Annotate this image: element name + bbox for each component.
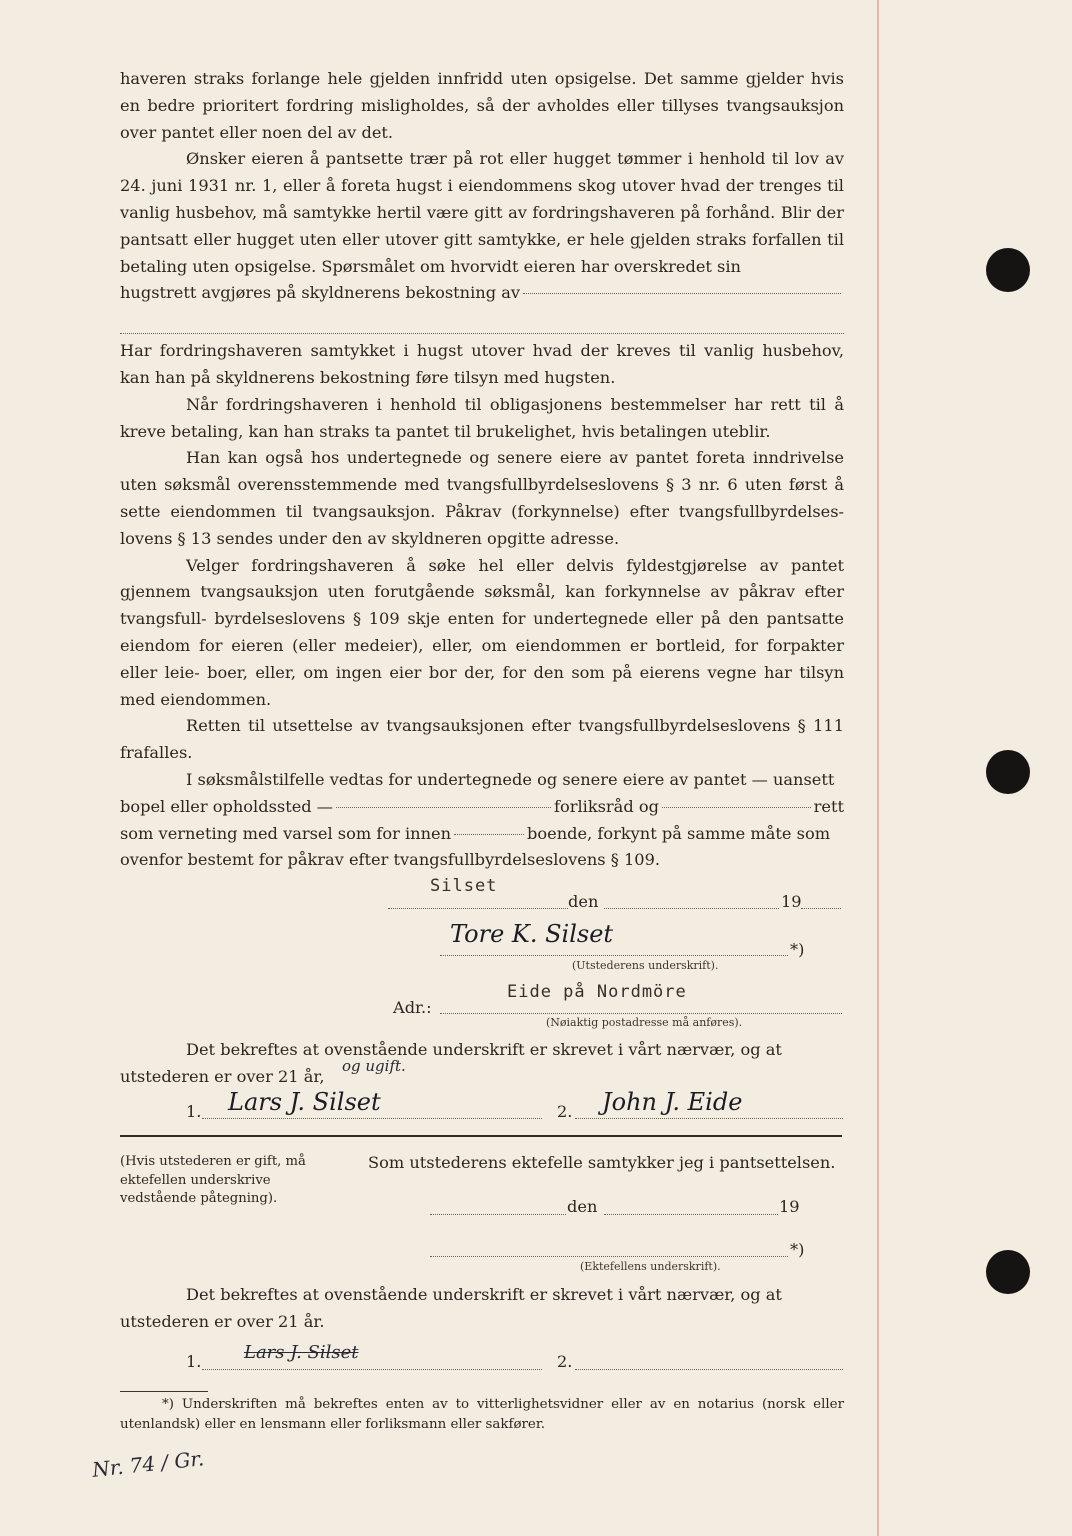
punch-hole bbox=[986, 1250, 1030, 1294]
paragraph-timber-clause: Ønsker eieren å pantsette trær på rot eller hugget tømmer i henhold til lov av 24. juni 1931 nr. 1, eller å foreta hugst i eiendommens skog utover hvad der trenges til vanlig husbehov, må samtykke hertil være gitt av fordringshaveren på forhånd. Blir der pantsatt eller hugget uten eller utover gitt samtykke, er hele gjelden straks forfallen til betaling uten opsigelse. Spørsmålet om hvorvidt eieren har overskredet sin bbox=[120, 149, 844, 276]
witness2-line-2 bbox=[575, 1369, 843, 1370]
witness2-num2: 2. bbox=[557, 1352, 573, 1371]
paragraph-venue: I søksmålstilfelle vedtas for undertegnede og senere eiere av pantet — uansett bbox=[186, 769, 835, 789]
blank-field bbox=[523, 293, 841, 294]
spouse-consent-text: Som utstederens ektefelle samtykker jeg i pantsettelsen. bbox=[368, 1153, 836, 1172]
blank-line bbox=[120, 307, 844, 334]
spouse-caption: (Ektefellens underskrift). bbox=[580, 1260, 721, 1273]
witness-line-1 bbox=[202, 1118, 542, 1119]
paragraph-postponement: Retten til utsettelse av tvangsauksjonen efter tvangsfullbyrdelseslovens § 111 frafalles. bbox=[120, 716, 844, 763]
handwritten-note: og ugift. bbox=[342, 1057, 406, 1075]
witness1-num1: 1. bbox=[186, 1102, 202, 1121]
section-divider bbox=[120, 1135, 842, 1137]
venue-line-2: bopel eller opholdssted — forliksråd og rett bbox=[120, 796, 844, 816]
spouse-place-line bbox=[430, 1214, 566, 1215]
date-line bbox=[604, 908, 779, 909]
spouse-side-note: (Hvis utstederen er gift, må ektefellen underskrive vedstående påtegning). bbox=[120, 1154, 306, 1207]
spouse-year-label: 19 bbox=[779, 1197, 800, 1216]
address-caption: (Nøiaktig postadresse må anføres). bbox=[546, 1016, 743, 1029]
witness2-text-a: Det bekreftes at ovenstående underskrift er skrevet i vårt nærvær, og at bbox=[186, 1285, 782, 1304]
witness1-text-a: Det bekreftes at ovenstående underskrift er skrevet i vårt nærvær, og at bbox=[186, 1040, 782, 1059]
paragraph-usufruct: Når fordringshaveren i henhold til obligasjonens bestemmelser har rett til å kreve betaling, kan han straks ta pantet til brukelighet, hvis betalingen uteblir. bbox=[120, 394, 844, 441]
witness1-signature-2: John J. Eide bbox=[602, 1088, 743, 1116]
witness2-signature-1: Lars J. Silset bbox=[244, 1342, 359, 1363]
spouse-den-label: den bbox=[567, 1197, 598, 1216]
signature-caption: (Utstederens underskrift). bbox=[572, 959, 719, 972]
footnote-rule bbox=[120, 1391, 208, 1392]
address-line bbox=[440, 1013, 842, 1014]
witness1-signature-1: Lars J. Silset bbox=[228, 1088, 381, 1116]
den-label: den bbox=[568, 892, 599, 911]
paragraph-supervision: Har fordringshaveren samtykket i hugst utover hvad der kreves til vanlig husbehov, kan han på skyldnerens bekostning føre tilsyn med hugsten. bbox=[120, 341, 844, 387]
witness2-num1: 1. bbox=[186, 1352, 202, 1371]
witness1-text-b: utstederen er over 21 år, bbox=[120, 1067, 325, 1086]
venue-line-4: ovenfor bestemt for påkrav efter tvangsfullbyrdelseslovens § 109. bbox=[120, 850, 661, 870]
paragraph-default-clause: haveren straks forlange hele gjelden innfridd uten opsigelse. Det samme gjelder hvis en bedre prioritert fordring misligholdes, så der avholdes eller tillyses tvangsauksjon over pantet eller noen del av det. bbox=[120, 69, 844, 142]
adr-label: Adr.: bbox=[393, 998, 432, 1017]
margin-line bbox=[877, 0, 879, 1536]
year-label: 19 bbox=[781, 892, 802, 911]
venue-line-3: som verneting med varsel som for innen boende, forkynt på samme måte som bbox=[120, 823, 831, 843]
blank-field bbox=[662, 807, 811, 808]
blank-field bbox=[454, 834, 524, 835]
main-text bbox=[120, 66, 844, 874]
place-line bbox=[388, 908, 568, 909]
issuer-signature: Tore K. Silset bbox=[450, 920, 614, 948]
paragraph-enforcement: Han kan også hos undertegnede og senere eiere av pantet foreta inndrivelse uten søksmål overensstemmende med tvangsfullbyrdelseslovens § 3 nr. 6 uten først å sette eiendommen til tvangsauksjon. Påkrav (forkynnelse) efter tvangsfullbyrdelses- lovens § 13 sendes under den av skyldneren opgitte adresse. bbox=[120, 448, 844, 548]
margin-note: Nr. 74 / Gr. bbox=[91, 1446, 206, 1482]
address-typed: Eide på Nordmöre bbox=[507, 982, 687, 1002]
spouse-signature-line bbox=[430, 1256, 788, 1257]
witness2-line-1 bbox=[202, 1369, 542, 1370]
footnote: *) Underskriften må bekreftes enten av to vitterlighetsvidner eller av en notarius (norsk eller utenlandsk) eller en lensmann eller forliksmann eller sakfører. bbox=[120, 1397, 844, 1432]
witness1-num2: 2. bbox=[557, 1102, 573, 1121]
witness2-text-b: utstederen er over 21 år. bbox=[120, 1312, 325, 1331]
punch-hole bbox=[986, 248, 1030, 292]
signature-asterisk: *) bbox=[790, 940, 805, 959]
spouse-asterisk: *) bbox=[790, 1240, 805, 1259]
punch-hole bbox=[986, 750, 1030, 794]
spouse-date-line bbox=[604, 1214, 778, 1215]
blank-field bbox=[336, 807, 551, 808]
year-line bbox=[801, 908, 841, 909]
paragraph-auction: Velger fordringshaveren å søke hel eller delvis fyldestgjørelse av pantet gjennem tvangsauksjon uten forutgående søksmål, kan forkynnelse av påkrav efter tvangsfull- byrdelseslovens § 109 skje enten for undertegnede eller på den pantsatte eiendom for eieren (eller medeier), eller, om eiendommen er bortleid, for forpakter eller leie- boer, eller, om ingen eier bor der, for den som på eierens vegne har tilsyn med eiendommen. bbox=[120, 555, 844, 709]
place-typed: Silset bbox=[430, 876, 498, 896]
hugstrett-line: hugstrett avgjøres på skyldnerens bekostning av bbox=[120, 280, 844, 307]
signature-line bbox=[440, 955, 788, 956]
witness-line-2 bbox=[575, 1118, 843, 1119]
